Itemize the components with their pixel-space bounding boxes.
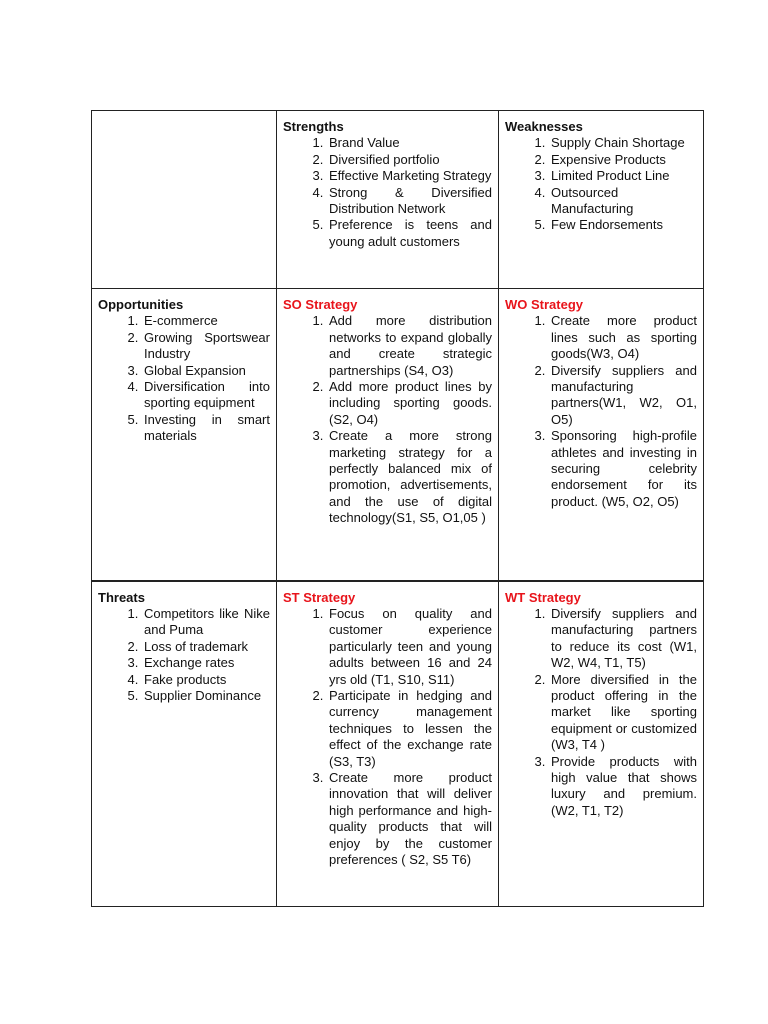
list-item: 2. More diversified in the product offering in the market like sporting equipment or customized (W3, T4 ) — [549, 672, 697, 754]
list-item: 3. Create a more strong marketing strategy for a perfectly balanced mix of promotion, advertisements, and the use of digital technology(S1, S5, O1,05 ) — [327, 428, 492, 526]
list-item: 5. Supplier Dominance — [142, 688, 270, 704]
list-item: 1. E-commerce — [142, 313, 270, 329]
list-item: 4. Fake products — [142, 672, 270, 688]
list-item: 1. Diversify suppliers and manufacturing partners to reduce its cost (W1, W2, W4, T1, T5) — [549, 606, 697, 672]
list-item: 4. Diversification into sporting equipment — [142, 379, 270, 412]
empty-corner-cell — [92, 111, 277, 289]
list-item: 1. Brand Value — [327, 135, 492, 151]
weaknesses-cell — [499, 111, 704, 289]
list-item: 5. Few Endorsements — [549, 217, 697, 233]
list-item: 3. Limited Product Line — [549, 168, 697, 184]
table-row — [92, 581, 704, 907]
list-item: 5. Investing in smart materials — [142, 412, 270, 445]
list-item: 4. Strong & Diversified Distribution Network — [327, 185, 492, 218]
wt-strategy-list — [505, 606, 697, 819]
strengths-cell — [277, 111, 499, 289]
list-item: 2. Loss of trademark — [142, 639, 270, 655]
list-item: 1. Create more product lines such as sporting goods(W3, O4) — [549, 313, 697, 362]
table-row — [92, 289, 704, 581]
table-row — [92, 111, 704, 289]
list-item: 3. Exchange rates — [142, 655, 270, 671]
wo-strategy-cell — [499, 289, 704, 581]
strengths-list — [283, 135, 492, 250]
so-strategy-list — [283, 313, 492, 526]
list-item: 2. Participate in hedging and currency management techniques to lessen the effect of the exchange rate (S3, T3) — [327, 688, 492, 770]
threats-list — [98, 606, 270, 704]
threats-heading: Threats — [98, 589, 145, 605]
list-item: 4. Outsourced Manufacturing — [549, 185, 697, 218]
swot-matrix-table — [91, 110, 704, 907]
opportunities-heading: Opportunities — [98, 297, 184, 312]
wt-strategy-heading: WT Strategy — [505, 589, 581, 605]
list-item: 2. Diversified portfolio — [327, 152, 492, 168]
threats-cell — [92, 581, 277, 907]
list-item: 1. Competitors like Nike and Puma — [142, 606, 270, 639]
list-item: 2. Growing Sportswear Industry — [142, 330, 270, 363]
list-item: 1. Add more distribution networks to expand globally and create strategic partnerships (S4, O3) — [327, 313, 492, 379]
st-strategy-heading: ST Strategy — [283, 589, 356, 605]
list-item: 3. Global Expansion — [142, 363, 270, 379]
opportunities-cell — [92, 289, 277, 581]
list-item: 3. Create more product innovation that will deliver high performance and high-quality products that will enjoy by the customer preferences ( S2, S5 T6) — [327, 770, 492, 868]
st-strategy-cell — [277, 581, 499, 907]
list-item: 2. Diversify suppliers and manufacturing partners(W1, W2, O1, O5) — [549, 363, 697, 429]
list-item: 2. Add more product lines by including sporting goods. (S2, O4) — [327, 379, 492, 428]
so-strategy-heading: SO Strategy — [283, 297, 358, 312]
opportunities-list — [98, 313, 270, 444]
list-item: 3. Sponsoring high-profile athletes and investing in securing celebrity endorsement for its product. (W5, O2, O5) — [549, 428, 697, 510]
list-item: 3. Provide products with high value that shows luxury and premium. (W2, T1, T2) — [549, 754, 697, 820]
list-item: 3. Effective Marketing Strategy — [327, 168, 492, 184]
wt-strategy-cell — [499, 581, 704, 907]
list-item: 5. Preference is teens and young adult customers — [327, 217, 492, 250]
strengths-heading: Strengths — [283, 119, 344, 134]
weaknesses-list — [505, 135, 697, 233]
weaknesses-heading: Weaknesses — [505, 119, 583, 134]
wo-strategy-list — [505, 313, 697, 510]
wo-strategy-heading: WO Strategy — [505, 297, 584, 312]
so-strategy-cell — [277, 289, 499, 581]
list-item: 1. Focus on quality and customer experience particularly teen and young adults between 16 and 24 yrs old (T1, S10, S11) — [327, 606, 492, 688]
list-item: 2. Expensive Products — [549, 152, 697, 168]
list-item: 1. Supply Chain Shortage — [549, 135, 697, 151]
st-strategy-list — [283, 606, 492, 869]
